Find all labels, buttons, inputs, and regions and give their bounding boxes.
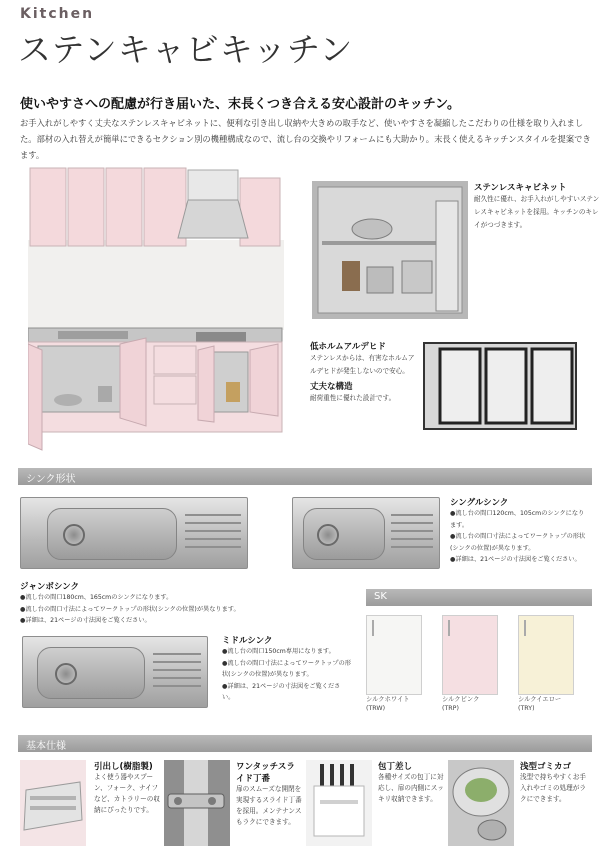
- swatch-yellow-code: (TRY): [518, 705, 535, 712]
- jumbo-sink-bullet: ●流し台の間口寸法によってワークトップの形状(シンクの位置)が異なります。: [20, 605, 240, 613]
- middle-sink-bullet: ●流し台の間口寸法によってワークトップの形状(シンクの位置)が異なります。: [222, 659, 351, 678]
- middle-sink-image: [22, 636, 208, 708]
- feature-structure: [310, 380, 418, 405]
- single-sink-bullet: ●詳細は、21ページの寸法図をご覧ください。: [450, 556, 581, 563]
- feature-structure-title: 丈夫な構造: [310, 382, 353, 392]
- basic-spec-bar: 基本仕様: [18, 735, 592, 752]
- feature-formaldehyde-body: ステンレスからは、有害なホルムアルデヒドが発生しないので安心。: [310, 354, 415, 375]
- feature-stainless: [474, 181, 604, 232]
- single-sink-bullet: ●流し台の間口120cm、105cmのシンクになります。: [450, 510, 585, 529]
- spec-knife-holder: [378, 760, 444, 805]
- spec-knife-holder-title: 包丁差し: [378, 762, 413, 772]
- spec-trash-basket: [520, 760, 592, 805]
- drawer-image: [20, 760, 86, 846]
- spec-drawer: [94, 760, 160, 816]
- swatch-yellow: [518, 615, 580, 713]
- single-sink-image: [292, 497, 440, 569]
- spec-trash-basket-body: 浅型で持ちやすくお手入れやゴミの処理がラクにできます。: [520, 773, 586, 803]
- swatch-pink-name: シルクピンク: [442, 696, 480, 703]
- stainless-cabinet-image: [312, 181, 468, 319]
- swatch-white-panel: [366, 615, 422, 695]
- color-swatches: [366, 615, 592, 725]
- knife-holder-image: [306, 760, 372, 846]
- sink-section-bar: シンク形状: [18, 468, 592, 485]
- trash-basket-image: [448, 760, 514, 846]
- jumbo-sink-image: [20, 497, 248, 569]
- spec-hinge: [236, 760, 302, 828]
- cabinet-structure-image: [420, 337, 580, 435]
- swatch-white: [366, 615, 428, 713]
- middle-sink-caption: [222, 634, 352, 704]
- headline: 使いやすさへの配慮が行き届いた、末長くつき合える安心設計のキッチン。: [20, 97, 461, 112]
- feature-formaldehyde-title: 低ホルムアルデヒド: [310, 342, 386, 352]
- page-title: ステンキャビキッチン: [18, 30, 354, 69]
- swatch-white-name: シルクホワイト: [366, 696, 410, 703]
- middle-sink-bullet: ●詳細は、21ページの寸法図をご覧ください。: [222, 682, 341, 701]
- kitchen-main-image: [28, 160, 284, 456]
- spec-drawer-body: よく使う器やスプーン、フォーク、ナイフなど、カトラリーの収納にぴったりです。: [94, 773, 160, 814]
- kicker: Kitchen: [20, 6, 95, 22]
- jumbo-sink-bullet: ●詳細は、21ページの寸法図をご覧ください。: [20, 617, 151, 624]
- spec-hinge-body: 扉のスムーズな開閉を実現するスライド丁番を採用。メンテナンスもラクにできます。: [236, 785, 302, 826]
- swatch-yellow-panel: [518, 615, 574, 695]
- intro-text: お手入れがしやすく丈夫なステンレスキャビネットに、便利な引き出し収納や大きめの取手など、使いやすさを凝縮したこだわりの仕様を取り入れました。部材の入れ替えが簡単にできるセクション別の機種構成なので、流し台の交換やリフォームにも大助かり。末長く使えるキッチンスタイルを提案できます。: [20, 118, 591, 160]
- spec-drawer-title: 引出し(樹脂製): [94, 762, 153, 772]
- spec-knife-holder-body: 各種サイズの包丁に対応し、扉の内側にスッキリ収納できます。: [378, 773, 444, 803]
- swatch-yellow-name: シルクイエロー: [518, 696, 562, 703]
- feature-formaldehyde: [310, 340, 418, 378]
- swatch-pink: [442, 615, 504, 713]
- jumbo-sink-title: ジャンボシンク: [20, 582, 79, 592]
- feature-structure-body: 耐荷重性に優れた設計です。: [310, 394, 396, 402]
- spec-trash-basket-title: 浅型ゴミカゴ: [520, 762, 572, 772]
- color-section-bar: SK: [366, 589, 592, 606]
- middle-sink-title: ミドルシンク: [222, 636, 273, 646]
- single-sink-caption: [450, 496, 590, 566]
- jumbo-sink-bullet: ●流し台の間口180cm、165cmのシンクになります。: [20, 594, 173, 601]
- swatch-white-code: (TRW): [366, 705, 386, 712]
- swatch-pink-code: (TRP): [442, 705, 459, 712]
- middle-sink-bullet: ●流し台の間口150cm専用になります。: [222, 648, 335, 655]
- jumbo-sink-caption: [20, 580, 300, 627]
- hinge-image: [164, 760, 230, 846]
- single-sink-bullet: ●流し台の間口寸法によってワークトップの形状(シンクの位置)が異なります。: [450, 533, 586, 552]
- swatch-pink-panel: [442, 615, 498, 695]
- single-sink-title: シングルシンク: [450, 498, 509, 508]
- feature-stainless-title: ステンレスキャビネット: [474, 183, 567, 193]
- spec-hinge-title: ワンタッチスライド丁番: [236, 762, 295, 784]
- feature-stainless-body: 耐久性に優れ、お手入れがしやすいステンレスキャビネットを採用。キッチンのキレイがつづきます。: [474, 195, 600, 229]
